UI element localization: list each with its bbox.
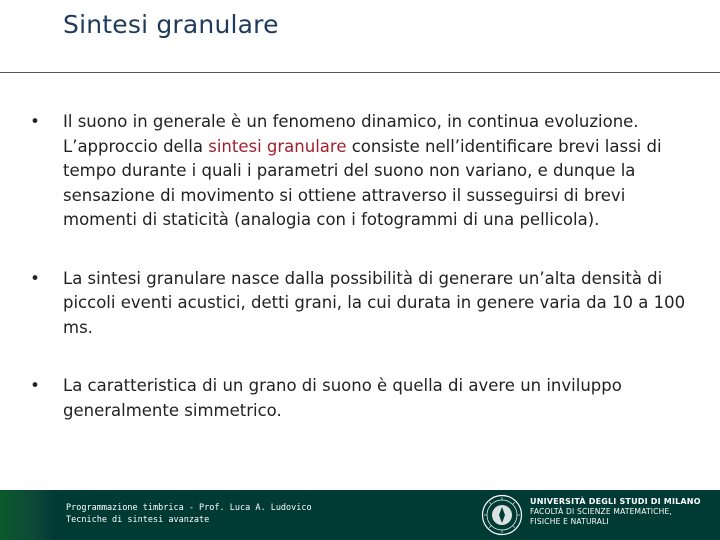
title-divider	[0, 72, 720, 73]
footer-course-info	[66, 502, 312, 526]
bullet-marker: •	[30, 268, 40, 288]
bullet-item	[28, 374, 698, 423]
bullet-item	[28, 267, 698, 341]
university-line-2: FACOLTÀ DI SCIENZE MATEMATICHE,	[530, 507, 672, 516]
footer-accent	[0, 490, 55, 540]
footer-course-line: Programmazione timbrica - Prof. Luca A. Ludovico	[66, 503, 312, 513]
university-line-1: UNIVERSITÀ DEGLI STUDI DI MILANO	[530, 497, 701, 506]
highlight-term: sintesi granulare	[208, 136, 347, 156]
bullet-text-after: consiste nell’identificare brevi lassi di tempo durante i quali i parametri del suono non variano, e dunque la sensazione di movimento si ottiene attraverso il susseguirsi di brevi momenti di staticità (analogia con i fotogrammi di una pellicola).	[63, 136, 662, 229]
university-line-3: FISICHE E NATURALI	[530, 517, 609, 526]
bullet-marker: •	[30, 112, 40, 131]
university-name	[530, 497, 715, 527]
bullet-text: La sintesi granulare nasce dalla possibilità di generare un’alta densità di piccoli eventi acustici, detti grani, la cui durata in genere varia da 10 a 100 ms.	[63, 268, 686, 337]
university-seal-icon	[481, 494, 523, 536]
bullet-item	[28, 110, 698, 233]
footer-topic-line: Tecniche di sintesi avanzate	[66, 515, 210, 525]
bullet-marker: •	[30, 376, 40, 395]
bullet-text: La caratteristica di un grano di suono è quella di avere un inviluppo generalmente simmetrico.	[63, 376, 622, 420]
bullet-text-before: Il suono in generale è un fenomeno dinamico, in continua evoluzione. L’approccio della	[63, 112, 639, 156]
slide-title: Sintesi granulare	[63, 10, 279, 39]
bullet-list	[28, 110, 698, 423]
